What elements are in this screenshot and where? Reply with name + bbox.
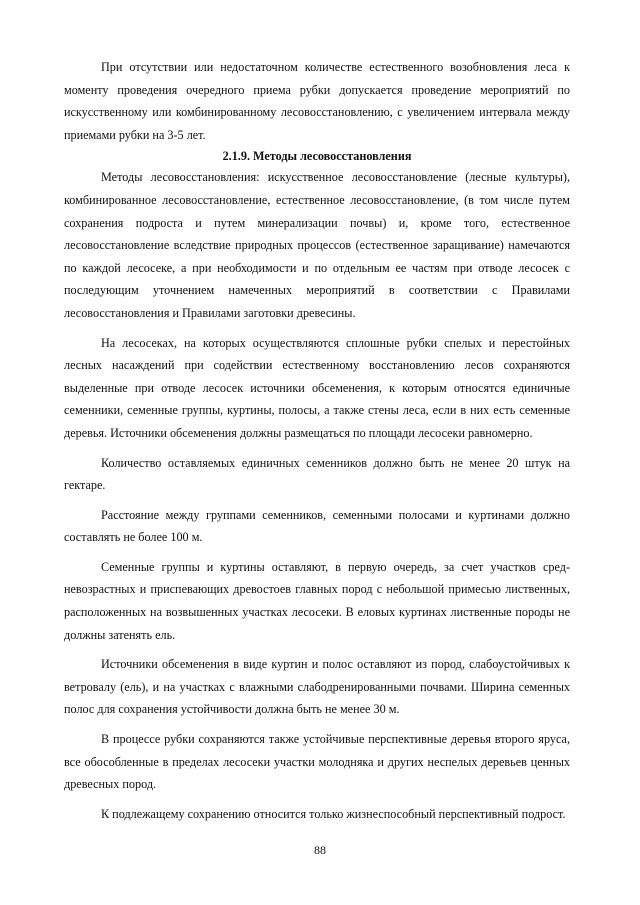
document-page <box>64 56 570 825</box>
paragraph-undergrowth: К подлежащему сохранению относится только жизнеспособный перспективный подрост. <box>101 806 566 821</box>
paragraph-seed-groups: Семенные группы и куртины оставляют, в первую очередь, за счет участков средневозрастных и приспевающих древостоев главных пород с небольшой примесью лиственных, расположенных на возвышенных участках лесосеки. В еловых куртинах лиственные породы не должны затенять ель. <box>64 559 570 642</box>
paragraph-seed-strips: Источники обсеменения в виде куртин и полос оставляют из пород, слабоустойчивых к ветровалу (ель), и на участках с влажными слабодренированными почвами. Ширина семенных полос для сохранения устойчивости должна быть не менее 30 м. <box>64 657 570 717</box>
section-heading: 2.1.9. Методы лесовосстановления <box>222 149 412 164</box>
paragraph-seed-sources: На лесосеках, на которых осуществляются сплошные рубки спелых и перестойных лесных насаждений при содействии естественному восстановлению лесов сохраняются выделенные при отводе лесосек источники обсеменения, к которым относятся единичные семенники, семенные группы, куртины, полосы, а также стены леса, если в них есть семенные деревья. Источники обсеменения должны размещаться по площади лесосеки равномерно. <box>64 335 570 440</box>
page-number: 88 <box>314 843 326 857</box>
paragraph-seed-tree-count: Количество оставляемых единичных семенников должно быть не менее 20 штук на гектаре. <box>64 455 570 493</box>
intro-paragraph: При отсутствии или недостаточном количестве естественного возобновления леса к моменту проведения очередного приема рубки допускается проведение мероприятий по искусственному или комбинированному лесовосстановлению, с увеличением интервала между приемами рубки на 3-5 лет. <box>64 60 570 142</box>
paragraph-preserved-trees: В процессе рубки сохраняются также устойчивые перспективные деревья второго яруса, все обособленные в пределах лесосеки участки молодняка и других неспелых деревьев ценных древесных пород. <box>64 732 570 792</box>
paragraph-seed-group-distance: Расстояние между группами семенников, семенными полосами и куртинами должно составлять не более 100 м. <box>64 507 570 545</box>
paragraph-methods: Методы лесовосстановления: искусственное лесовосстановление (лесные культуры), комбинированное лесовосстановление, естественное лесовосстановление, (в том числе путем сохранения подроста и путем минерализации почвы) и, кроме того, естественное лесовосстановление вследствие природных процессов (естественное заращивание) намечаются по каждой лесосеке, а при необходимости и по отдельным ее частям при отводе лесосек с последующим уточнением намеченных мероприятий в соответствии с Правилами лесовосстановления и Правилами заготовки древесины. <box>64 170 570 320</box>
